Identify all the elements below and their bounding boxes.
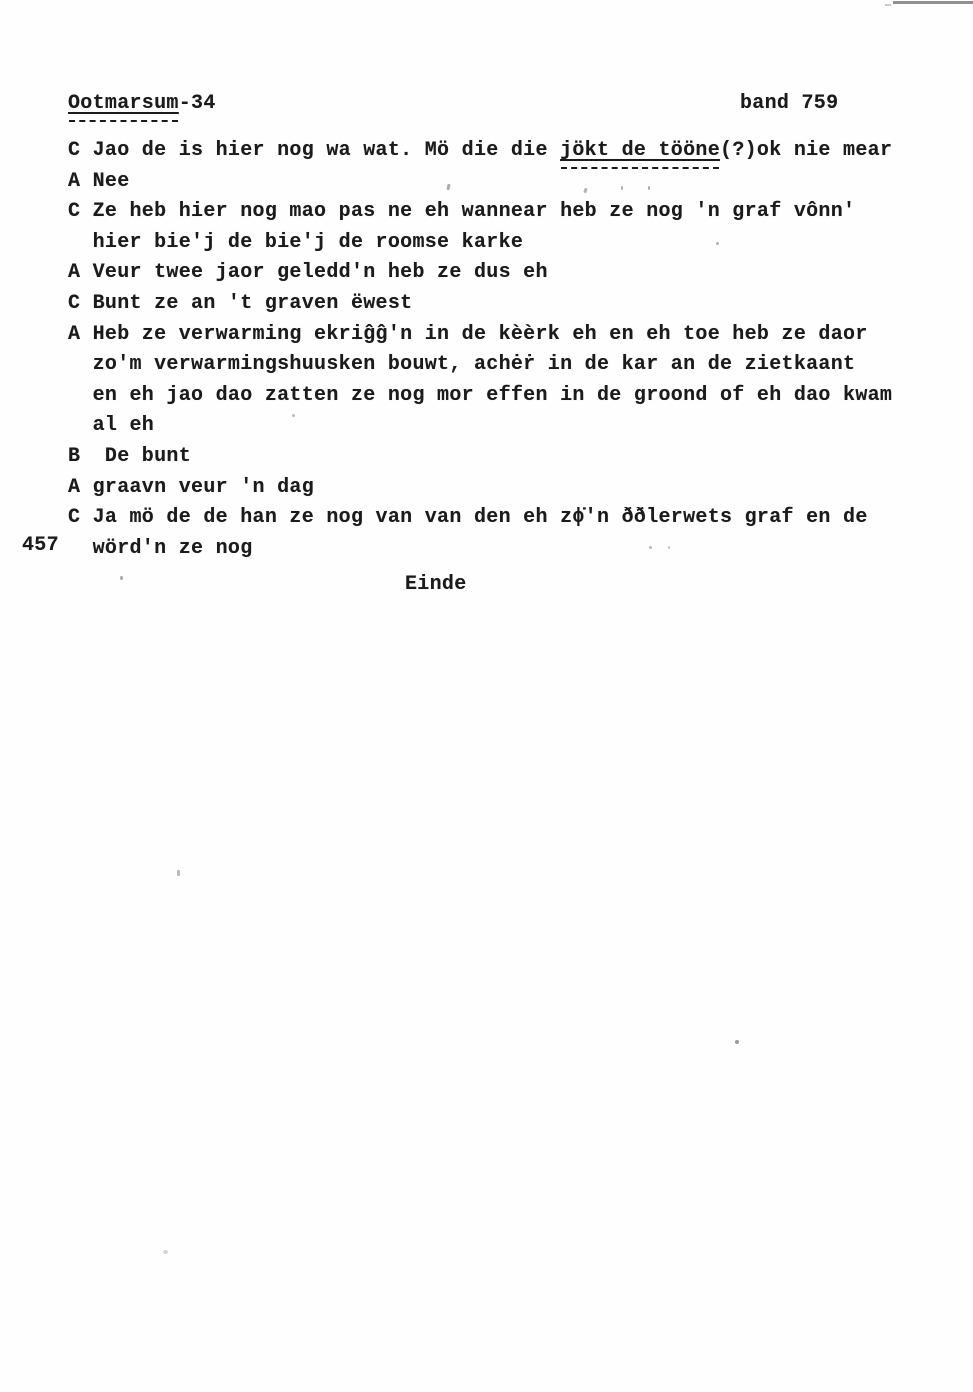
underlined-phrase: jökt de tööne: [560, 139, 721, 162]
scan-speck: [649, 546, 652, 549]
scan-artifact-mark: [885, 4, 891, 6]
text-segment: wörd'n ze nog: [68, 536, 253, 560]
transcript-line: [68, 197, 958, 228]
underlined-phrase: Ootmarsum: [68, 92, 179, 115]
transcript-line: [68, 167, 958, 198]
scan-speck: [735, 1040, 739, 1044]
scan-speck: [621, 186, 623, 190]
text-segment: C Ja mö de de han ze nog van van den eh zɸ̇'n ððlerwets graf en de: [68, 506, 868, 530]
scan-speck: [120, 576, 123, 580]
text-segment: A Veur twee jaor geledd'n heb ze dus eh: [68, 261, 548, 285]
text-segment: A Heb ze verwarming ekriĝĝ'n in de kèèrk eh en eh toe heb ze daor: [68, 322, 868, 346]
document-title: [68, 92, 216, 115]
transcript-line: [68, 228, 958, 259]
scan-speck: [668, 546, 670, 549]
transcript-line: [68, 534, 958, 565]
transcript-body: [68, 136, 958, 564]
text-segment: hier bie'j de bie'j de roomse karke: [68, 230, 524, 254]
transcript-line: [68, 350, 958, 381]
transcript-line: [68, 473, 958, 504]
text-segment: en eh jao dao zatten ze nog mor effen in de groond of eh dao kwam: [68, 383, 893, 407]
text-segment: C Bunt ze an 't graven ëwest: [68, 291, 413, 315]
scan-speck: [177, 870, 180, 876]
transcript-line: [68, 381, 958, 412]
scan-speck: [716, 242, 719, 245]
band-number-label: band 759: [740, 92, 839, 115]
transcript-line: [68, 258, 958, 289]
end-label: Einde: [405, 573, 467, 596]
scan-speck: [648, 186, 650, 190]
text-segment: C Ze heb hier nog mao pas ne eh wannear heb ze nog 'n graf vônn': [68, 200, 856, 224]
text-segment: zo'm verwarmingshuusken bouwt, achėṙ in de kar an de zietkaant: [68, 353, 856, 377]
transcript-line: [68, 442, 958, 473]
text-segment: A Nee: [68, 169, 130, 193]
transcript-line: [68, 136, 958, 167]
scan-speck: [292, 414, 295, 417]
text-segment: C Jao de is hier nog wa wat. Mö die die: [68, 139, 561, 162]
text-segment: B De bunt: [68, 444, 192, 468]
scan-artifact-line: [893, 1, 973, 4]
scan-speck: [163, 1250, 168, 1254]
text-segment: A graavn veur 'n dag: [68, 475, 315, 499]
text-segment: -34: [178, 92, 216, 115]
text-segment: al eh: [68, 414, 155, 438]
transcript-line: [68, 289, 958, 320]
margin-line-number: 457: [22, 534, 59, 557]
transcript-line: [68, 503, 958, 534]
text-segment: (?)ok nie mear: [720, 139, 893, 162]
transcript-line: [68, 411, 958, 442]
transcript-line: [68, 320, 958, 351]
